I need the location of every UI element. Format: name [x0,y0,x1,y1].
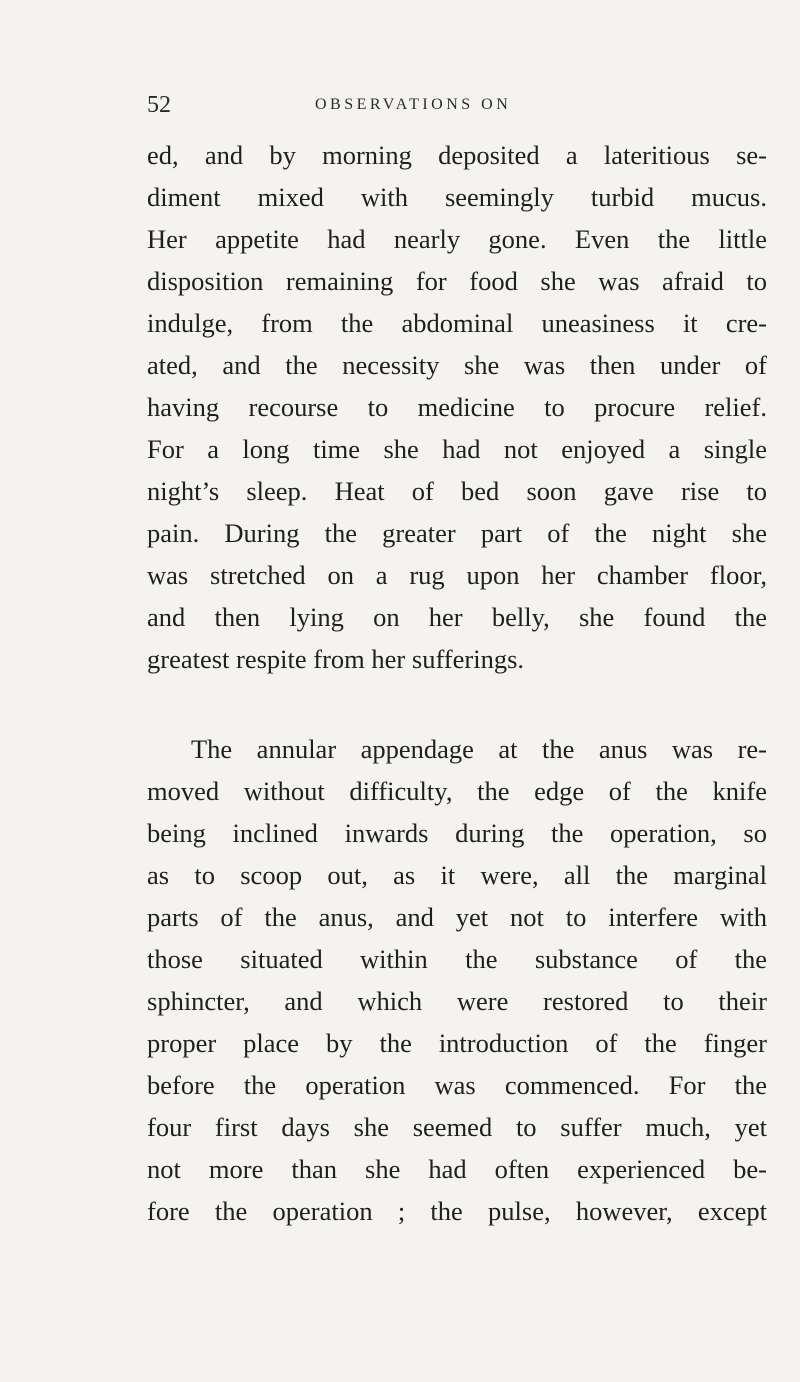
text-line: being inclined inwards during the operation, so [147,818,767,848]
text-line: having recourse to medicine to procure relief. [147,392,767,422]
running-head [147,92,767,122]
text-line: disposition remaining for food she was afraid to [147,266,767,296]
text-line: was stretched on a rug upon her chamber floor, [147,560,767,590]
text-line: and then lying on her belly, she found the [147,602,767,632]
text-line: not more than she had often experienced be- [147,1154,767,1184]
text-line: before the operation was commenced. For the [147,1070,767,1100]
text-line: indulge, from the abdominal uneasiness it cre- [147,308,767,338]
text-line: greatest respite from her sufferings. [147,644,525,674]
running-head-title: OBSERVATIONS ON [315,96,512,113]
page-number: 52 [147,92,171,118]
paragraph-spacer [147,680,767,728]
text-line: fore the operation ; the pulse, however, except [147,1196,767,1226]
paragraph-1 [147,134,767,680]
body-text [147,134,767,1232]
text-line: pain. During the greater part of the night she [147,518,767,548]
text-line: Her appetite had nearly gone. Even the little [147,224,767,254]
text-line: moved without difficulty, the edge of the knife [147,776,767,806]
text-line: parts of the anus, and yet not to interfere with [147,902,767,932]
text-line: The annular appendage at the anus was re- [191,734,767,764]
text-line: four first days she seemed to suffer much, yet [147,1112,767,1142]
text-line: ated, and the necessity she was then under of [147,350,767,380]
text-line: diment mixed with seemingly turbid mucus. [147,182,767,212]
text-line: as to scoop out, as it were, all the marginal [147,860,767,890]
text-line: those situated within the substance of the [147,944,767,974]
text-line: ed, and by morning deposited a lateritious se- [147,140,767,170]
text-line: For a long time she had not enjoyed a single [147,434,767,464]
text-line: sphincter, and which were restored to their [147,986,767,1016]
text-line: night’s sleep. Heat of bed soon gave rise to [147,476,767,506]
text-line: proper place by the introduction of the finger [147,1028,767,1058]
paragraph-2 [147,728,767,1232]
